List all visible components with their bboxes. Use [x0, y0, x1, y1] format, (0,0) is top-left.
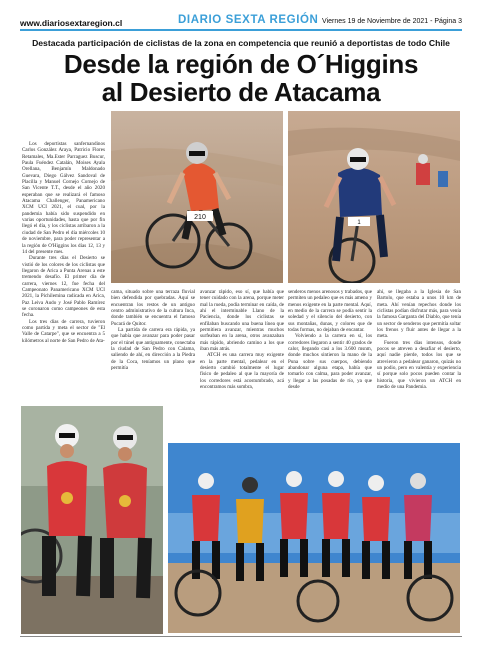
race-plate-number: 210 [194, 214, 206, 221]
paragraph: Volviendo a la carrera en sí, los corredores llegaron a sentir 40 grados de calor, llegando casi a los 3.600 msnm, donde muchos sintieron la mano de la Puna sobre sus cuerpos, debiendo abandonar alguna etapa, había que tomarlo con calma, para poder avanzar, y llegar a las posadas de río, ya que desde [288, 333, 372, 391]
paragraph: Fueron tres días intensos, donde pocos se atreven a desafiar el desierto, aquí nadie pierde, todos los que se atrevieron a pedalear ganaron, quizás no un podio, pero en valentía y experiencia sí porque solo pocos pueden contar la historia, que vivieron un ATCH en medio de una Pandemia. [377, 339, 461, 391]
article-column-2 [111, 289, 195, 393]
title-line-2: al Desierto de Atacama [101, 77, 381, 108]
site-url[interactable]: www.diariosextaregion.cl [20, 18, 123, 28]
title-line-1: Desde la región de O´Higgins [63, 49, 419, 79]
photo-cyclist-desert-1 [111, 111, 283, 283]
paragraph: Los tres días de carrera, tuvieron como partida y meta el sector de "El Valle de Catarpe", que se encuentra a 5 kilómetros al norte de San Pedro de Ata- [22, 318, 105, 344]
article-title [20, 50, 462, 106]
article-column-5 [377, 289, 461, 439]
photo-group-cyclists [168, 443, 460, 633]
article-column-3 [200, 289, 284, 439]
paragraph: senderos menos arenosos y trabados, que permiten un pedaleo que es más ameno y menos exigente en la parte mental. Aquí, en medio de la carrera se podía sentir la soledad y el silencio del desierto, con sus montañas, dunas, y colores que de todas formas, no dejaban de encantar. [288, 289, 372, 334]
paragraph: Los deportistas sanfernandinos Carlos González Araya, Patricio Flores Retamales, Ma.Ester Parraguez Buscur, Paula Fuéndez Catalán, Moises Ayala Orellana, Benjamín Maldonado Guevara, Diego Gálvez Sandoval de Placilla y Manuel Cornejo Cornejo de San Vicente T.T., desde el año 2020 esperaban que se realizará el famoso Atacama Challenger, Panamericano XCM UCI 2021, el cual, por la pandemia había sido suspendido en varias oportunidades, hasta que por fin llegó el día, y los ciclistas arribaron a la ciudad de San Pedro el día miércoles 10 de noviembre, para poder representar a la región de O'Higgins los días 12, 13 y 14 del presente mes. [22, 141, 105, 255]
page-header [0, 0, 480, 34]
header-rule [20, 29, 462, 31]
paragraph: ahí, se llegaba a la Iglesia de San Bartolo, que estaba a unos 10 km de meta. Ahí venían repechos donde los ciclistas podían disfrutar más, para venía la famosa Garganta del Diablo, que tenía un sector de senderos que permitía soltar los frenos y fluir antes de llegar a la meta. [377, 289, 461, 340]
paragraph: avanzar rápido, eso sí, que había que tener cuidado con la arena, porque meter mal la rueda, podía terminar en caída, de ahí el interminable Llano de la Paciencia, donde los ciclistas se enfilaban buscando una buena línea que permitiera avanzar, mientras muchos surfeaban en la arena, otros avanzaban más rápido, abriendo camino a los que iban más atrás. [200, 289, 284, 353]
newspaper-banner: DIARIO SEXTA REGIÓN [178, 14, 319, 26]
photo-cyclist-desert-2 [288, 111, 460, 283]
paragraph: cama, situado sobre una terraza fluvial bien defendida por quebradas. Aquí se encuentran los restos de un antiguo centro administrativo de la cultura Inca, donde también se encuentra el famoso Pucará de Quitor. [111, 289, 195, 327]
article-kicker: Destacada participación de ciclistas de la zona en competencia que reunió a deportistas de todo Chile [32, 38, 450, 48]
paragraph: Durante tres días el Desierto se vistió de los colores de los ciclistas que llegaron de Arica a Punta Arenas a este tremendo desafío. El primer día de carrera, viernes 12, fue fecha del Campeonato Panamericano XCM UCI 2021, la Pichilemina radicada en Arica, Paz Leiva Audo y José Pablo Ramírez se coronaron como campeones de esta fecha. [22, 255, 105, 319]
paragraph: ATCH es una carrera muy exigente en la parte mental, pedalear en el desierto cambió totalmente el lugar físico de pedaleo al que la mayoría de los corredores está acostumbrado, acá encontramos más sombra, [200, 352, 284, 391]
footer-rule [20, 636, 462, 637]
photo-two-cyclists-medals [21, 406, 163, 634]
issue-date: Viernes 19 de Noviembre de 2021 - Página 3 [322, 18, 462, 25]
article-column-1 [22, 141, 105, 395]
article-column-4 [288, 289, 372, 439]
race-plate-number: 1 [357, 220, 361, 226]
paragraph: La partida de carrera era rápida, ya que había que avanzar para poder pasar por el túnel que antiguamente, conectaba la ciudad de San Pedro con Calama, saliendo de ahí, en dirección a la Piedra de la Coca, teníamos un plano que permitía [111, 327, 195, 372]
